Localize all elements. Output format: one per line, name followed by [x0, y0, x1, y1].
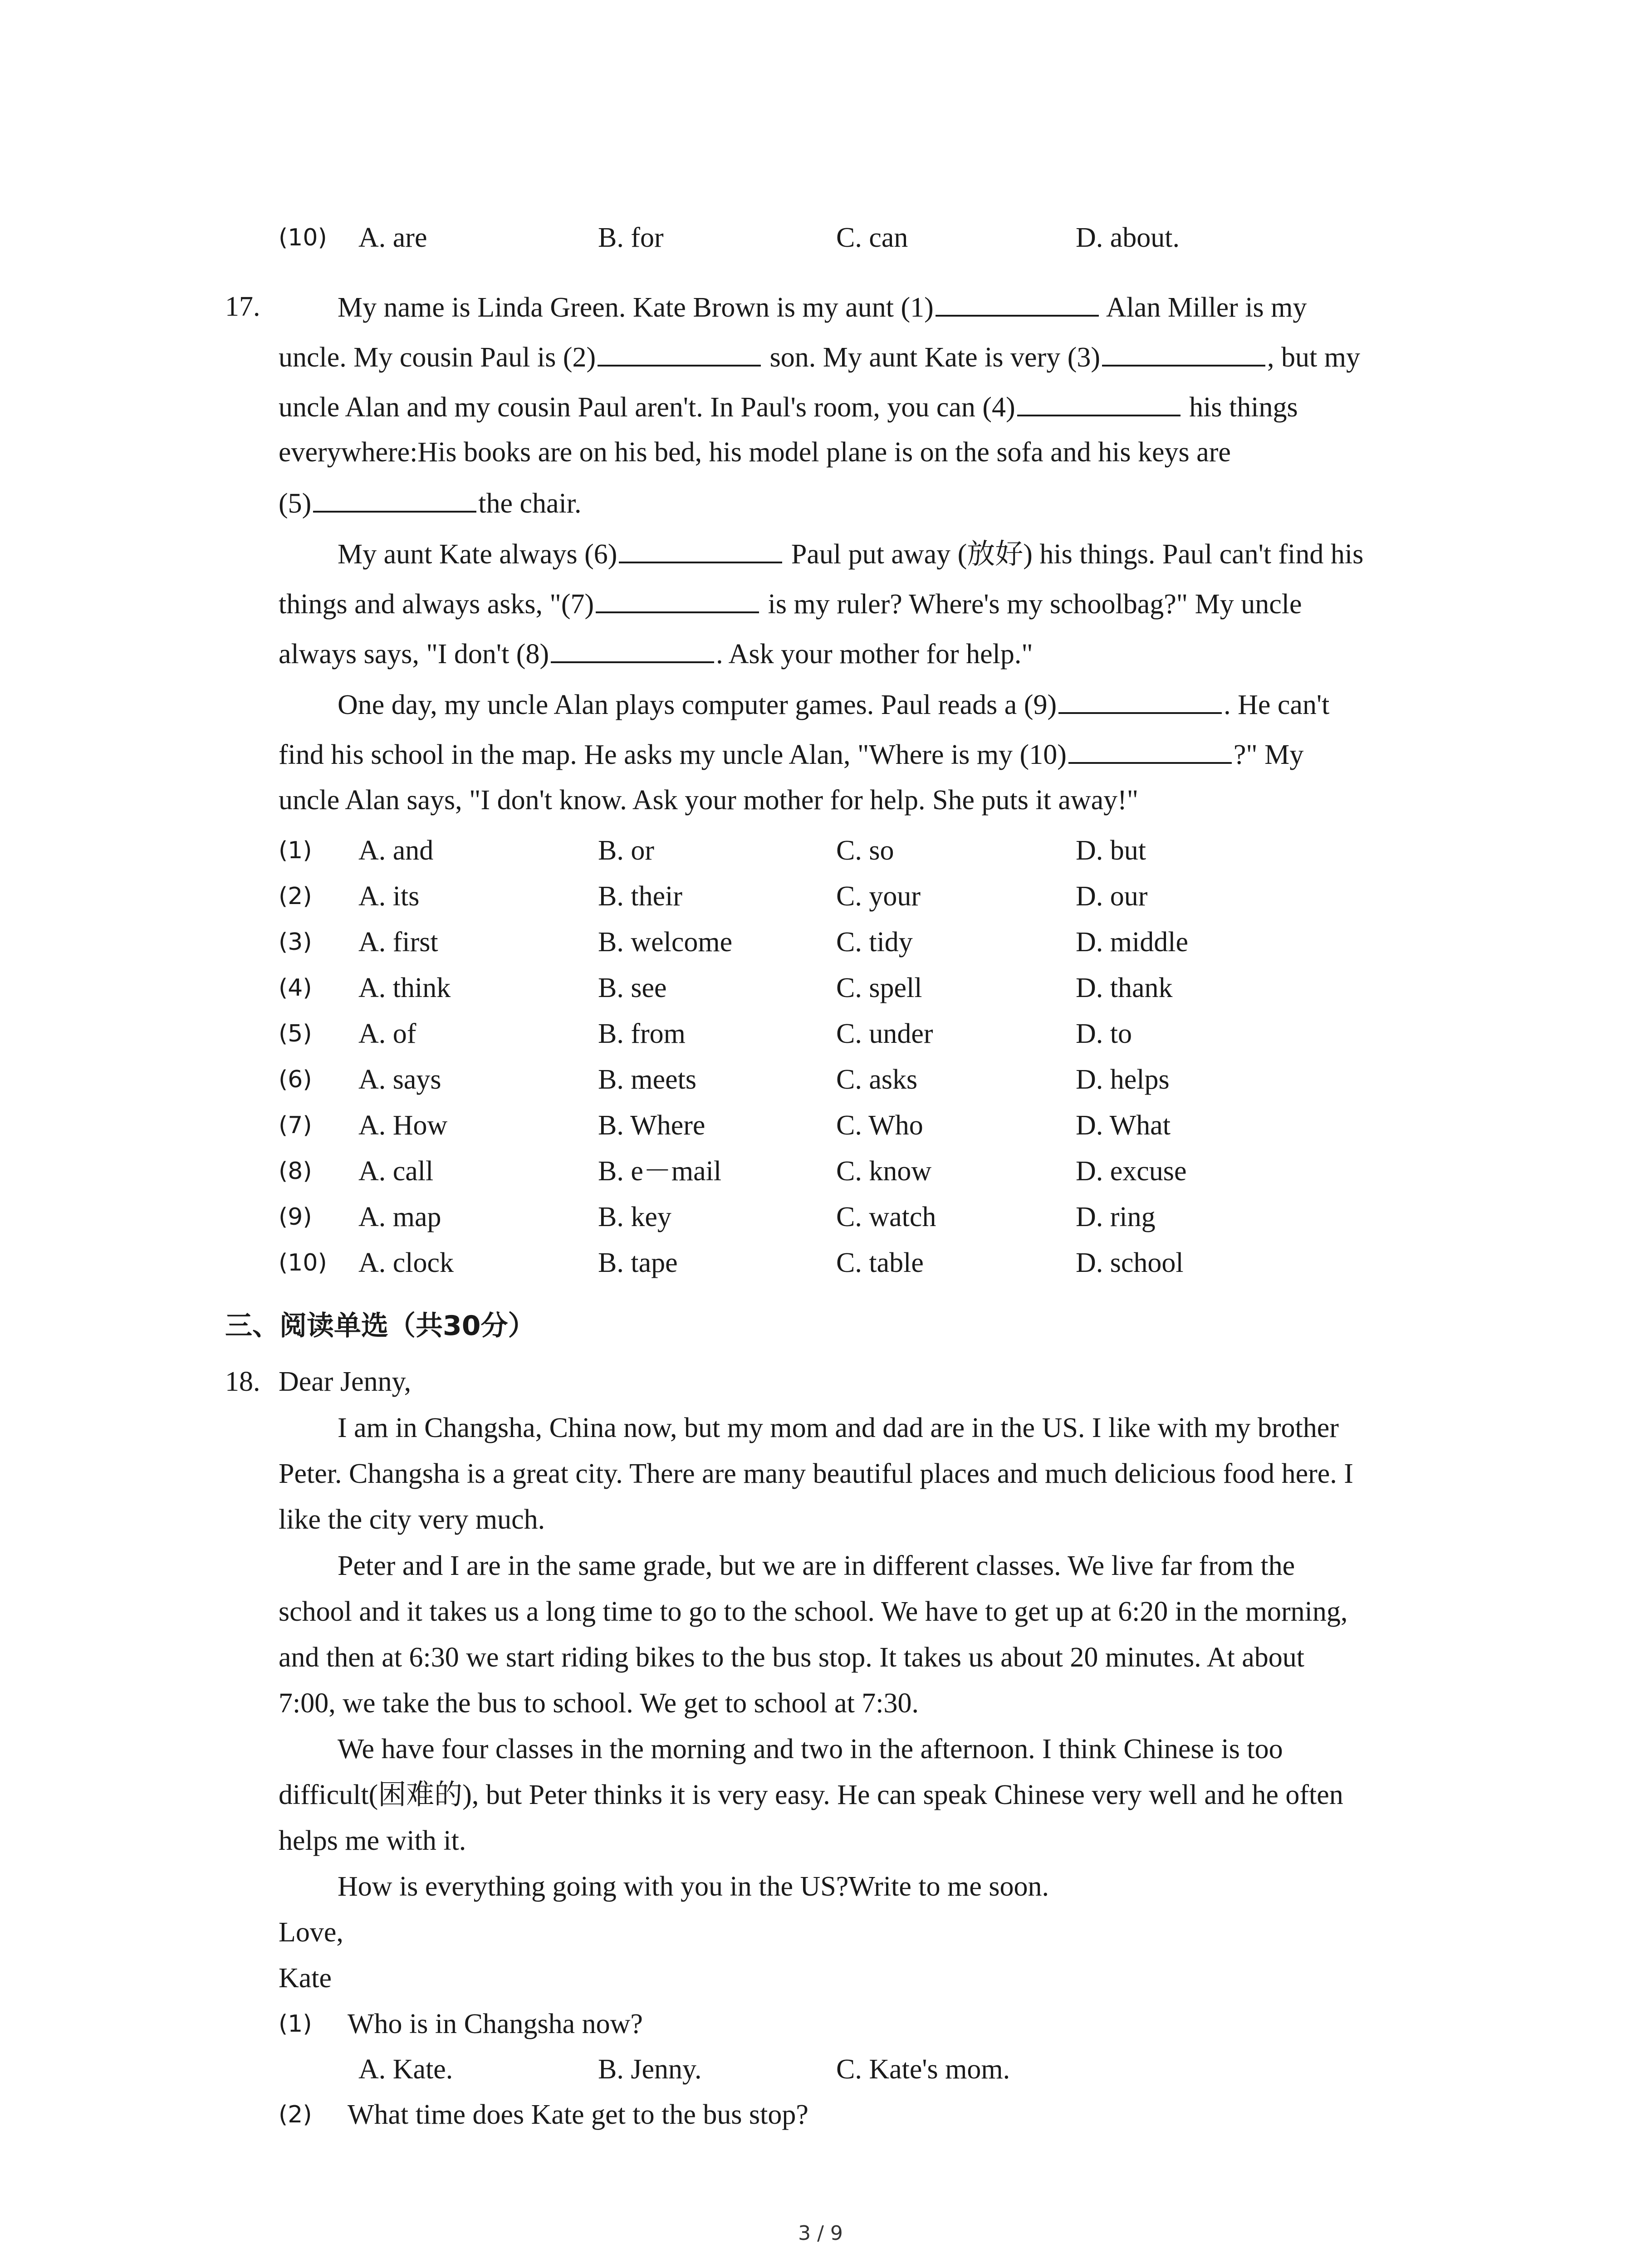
option-c[interactable]: C. asks: [836, 1064, 918, 1095]
blank-3[interactable]: [1102, 338, 1265, 367]
option-b[interactable]: B. e－mail: [598, 1156, 722, 1187]
option-a[interactable]: A. are: [358, 222, 427, 253]
q16-choice-row-10: [0, 215, 1641, 260]
passage-line: [279, 635, 1458, 672]
blank-9[interactable]: [1058, 686, 1222, 714]
option-c[interactable]: C. spell: [836, 973, 922, 1003]
choice-number: (8): [279, 1158, 312, 1185]
letter-closing: Love,: [279, 1917, 343, 1948]
choice-number: (6): [279, 1066, 312, 1093]
option-b[interactable]: B. for: [598, 222, 664, 253]
option-c[interactable]: C. know: [836, 1156, 932, 1187]
blank-7[interactable]: [596, 585, 759, 613]
option-a[interactable]: A. call: [358, 1156, 434, 1187]
text: always says, "I don't (8): [279, 639, 549, 670]
option-a[interactable]: A. How: [358, 1110, 448, 1141]
option-b[interactable]: B. from: [598, 1018, 686, 1049]
option-b[interactable]: B. welcome: [598, 927, 733, 958]
letter-signature: Kate: [279, 1963, 332, 1994]
choice-row: [0, 874, 1641, 919]
option-d[interactable]: D. ring: [1076, 1202, 1156, 1232]
blank-2[interactable]: [598, 338, 761, 367]
option-d[interactable]: D. school: [1076, 1247, 1184, 1278]
blank-5[interactable]: [313, 484, 476, 513]
choice-row: [0, 1240, 1641, 1286]
option-d[interactable]: D. helps: [1076, 1064, 1170, 1095]
option-b[interactable]: B. their: [598, 881, 682, 912]
option-d[interactable]: D. but: [1076, 835, 1146, 866]
text: Alan Miller is my: [1106, 292, 1307, 323]
option-c[interactable]: C. can: [836, 222, 908, 253]
passage-line: like the city very much.: [279, 1504, 545, 1535]
text: , but my: [1267, 342, 1360, 373]
passage-line: Peter. Changsha is a great city. There are many beautiful places and much delicious food here. I: [279, 1458, 1353, 1489]
question-number: 18.: [225, 1366, 260, 1397]
choice-row: [0, 1011, 1641, 1056]
page-number: 3 / 9: [798, 2222, 843, 2245]
option-b[interactable]: B. meets: [598, 1064, 696, 1095]
option-a[interactable]: A. map: [358, 1202, 441, 1232]
option-b[interactable]: B. Jenny.: [598, 2054, 702, 2085]
option-c[interactable]: C. under: [836, 1018, 933, 1049]
passage-line: 7:00, we take the bus to school. We get to school at 7:30.: [279, 1688, 919, 1719]
option-c[interactable]: C. so: [836, 835, 894, 866]
passage-line: How is everything going with you in the US?Write to me soon.: [338, 1871, 1049, 1902]
option-c[interactable]: C. table: [836, 1247, 924, 1278]
text: ?" My: [1233, 739, 1304, 770]
text: uncle Alan and my cousin Paul aren't. In Paul's room, you can (4): [279, 392, 1015, 423]
option-c[interactable]: C. Kate's mom.: [836, 2054, 1010, 2085]
passage-line: I am in Changsha, China now, but my mom and dad are in the US. I like with my brother: [338, 1413, 1339, 1443]
passage-line: [279, 388, 1458, 425]
sub-question-1: [0, 2001, 1641, 2047]
option-a[interactable]: A. of: [358, 1018, 416, 1049]
passage-line: difficult(困难的), but Peter thinks it is very easy. He can speak Chinese very well and he often: [279, 1779, 1343, 1810]
choice-number: (4): [279, 974, 312, 1002]
option-d[interactable]: D. middle: [1076, 927, 1188, 958]
text: find his school in the map. He asks my uncle Alan, "Where is my (10): [279, 739, 1067, 770]
text: (5): [279, 488, 312, 519]
passage-line: [338, 535, 1363, 572]
option-a[interactable]: A. Kate.: [358, 2054, 453, 2085]
text: . He can't: [1224, 689, 1330, 720]
question-number: 17.: [225, 291, 260, 322]
passage-line: [279, 484, 1458, 522]
choice-number: (10): [279, 1249, 327, 1276]
option-b[interactable]: B. Where: [598, 1110, 705, 1141]
option-c[interactable]: C. watch: [836, 1202, 936, 1232]
section-title: 三、阅读单选（共30分）: [225, 1310, 535, 1342]
option-d[interactable]: D. to: [1076, 1018, 1132, 1049]
option-b[interactable]: B. or: [598, 835, 654, 866]
choice-number: (1): [279, 837, 312, 864]
text: My name is Linda Green. Kate Brown is my aunt (1): [338, 292, 934, 323]
passage-line: Peter and I are in the same grade, but we are in different classes. We live far from the: [338, 1550, 1295, 1581]
passage-line: [338, 288, 1307, 326]
option-b[interactable]: B. tape: [598, 1247, 678, 1278]
passage-line: everywhere:His books are on his bed, his model plane is on the sofa and his keys are: [279, 437, 1231, 468]
option-a[interactable]: A. says: [358, 1064, 441, 1095]
text: . Ask your mother for help.": [716, 639, 1033, 670]
option-c[interactable]: C. tidy: [836, 927, 913, 958]
passage-line: and then at 6:30 we start riding bikes to the bus stop. It takes us about 20 minutes. At about: [279, 1642, 1304, 1673]
blank-8[interactable]: [551, 635, 714, 663]
letter-greeting: Dear Jenny,: [279, 1366, 411, 1397]
option-c[interactable]: C. Who: [836, 1110, 923, 1141]
sub-question-text: Who is in Changsha now?: [348, 2009, 643, 2039]
option-d[interactable]: D. about.: [1076, 222, 1180, 253]
choice-number: (5): [279, 1020, 312, 1047]
text: One day, my uncle Alan plays computer games. Paul reads a (9): [338, 689, 1057, 720]
blank-1[interactable]: [936, 288, 1099, 317]
option-a[interactable]: A. think: [358, 973, 451, 1003]
option-c[interactable]: C. your: [836, 881, 921, 912]
option-d[interactable]: D. our: [1076, 881, 1148, 912]
option-a[interactable]: A. first: [358, 927, 438, 958]
option-a[interactable]: A. clock: [358, 1247, 454, 1278]
text: My aunt Kate always (6): [338, 539, 617, 570]
choice-row: [0, 1194, 1641, 1240]
text: is my ruler? Where's my schoolbag?" My uncle: [768, 589, 1302, 620]
text: son. My aunt Kate is very (3): [769, 342, 1100, 373]
text: things and always asks, "(7): [279, 589, 594, 620]
passage-line: [279, 338, 1458, 376]
choice-number: (9): [279, 1203, 312, 1231]
passage-line: [279, 585, 1458, 622]
option-d[interactable]: D. excuse: [1076, 1156, 1187, 1187]
choice-row: [0, 919, 1641, 965]
blank-6[interactable]: [619, 535, 782, 563]
text: Paul put away (放好) his things. Paul can't find his: [791, 539, 1364, 570]
option-d[interactable]: D. thank: [1076, 973, 1173, 1003]
choice-number: (3): [279, 929, 312, 956]
sub-question-1-options: [0, 2047, 1641, 2092]
choice-number: (2): [279, 883, 312, 910]
text: uncle. My cousin Paul is (2): [279, 342, 596, 373]
sub-question-number: (1): [279, 2010, 312, 2038]
sub-question-number: (2): [279, 2101, 312, 2128]
passage-line: We have four classes in the morning and two in the afternoon. I think Chinese is too: [338, 1734, 1283, 1765]
blank-4[interactable]: [1017, 388, 1181, 416]
choice-row: [0, 965, 1641, 1011]
option-b[interactable]: B. key: [598, 1202, 671, 1232]
option-b[interactable]: B. see: [598, 973, 667, 1003]
option-d[interactable]: D. What: [1076, 1110, 1171, 1141]
choice-row: [0, 1103, 1641, 1148]
passage-line: [338, 686, 1329, 723]
passage-line: [279, 736, 1458, 773]
text: his things: [1189, 392, 1298, 423]
passage-line: uncle Alan says, "I don't know. Ask your mother for help. She puts it away!": [279, 785, 1139, 816]
choice-row: [0, 828, 1641, 873]
blank-10[interactable]: [1068, 736, 1232, 764]
choice-number: (10): [279, 224, 327, 251]
option-a[interactable]: A. its: [358, 881, 420, 912]
passage-line: school and it takes us a long time to go to the school. We have to get up at 6:20 in the morning,: [279, 1596, 1348, 1627]
choice-row: [0, 1149, 1641, 1194]
sub-question-2: [0, 2092, 1641, 2137]
option-a[interactable]: A. and: [358, 835, 434, 866]
choice-number: (7): [279, 1112, 312, 1139]
choice-row: [0, 1057, 1641, 1102]
sub-question-text: What time does Kate get to the bus stop?: [348, 2099, 808, 2130]
passage-line: helps me with it.: [279, 1825, 466, 1856]
text: the chair.: [478, 488, 582, 519]
